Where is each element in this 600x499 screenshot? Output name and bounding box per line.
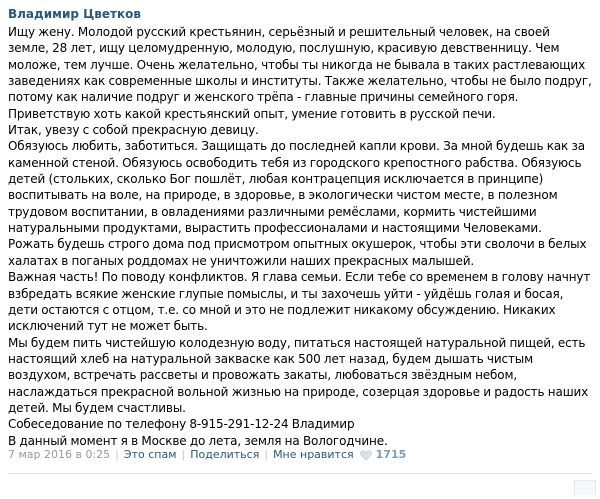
post-paragraph: Обязуюсь любить, заботиться. Защищать до последней капли крови. За мной будешь как за каменной стеной. Обязуюсь освободить тебя из городского крепостного рабства. Обязуюсь детей (стольких, сколько Бог пошлёт, любая контрацепция исключается в принципе) воспитывать на воле, на природе, в здоровье, в экологически чистом месте, в полезном трудовом воспитании, в овладениями различными ремёслами, кормить чистейшими натуральными продуктами, вырастить профессионалами и настоящими Человеками. <box>8 139 585 236</box>
post-contact-line: Собеседование по телефону 8-915-291-12-24 Владимир <box>8 417 355 432</box>
post-footer <box>8 447 406 463</box>
footer-separator: | <box>264 448 269 461</box>
post-divider <box>8 473 592 474</box>
like-count: 1715 <box>375 448 407 461</box>
post-text <box>8 24 592 449</box>
scroll-handle[interactable] <box>574 480 596 495</box>
footer-separator: | <box>115 448 119 461</box>
post-paragraph: Итак, увезу с собой прекрасную девицу. <box>8 123 259 138</box>
post-paragraph: Ищу жену. Молодой русский крестьянин, серьёзный и решительный человек, на своей земле, 28 лет, ищу целомудренную, молодую, послушную, красивую девственницу. Чем моложе, тем лучше. Очень желательно, чтобы ты никогда не бывала в таких растлевающих заведениях как современные школы и институты. Также желательно, чтобы не было подруг, потому как наличие подруг и женского трёпа - главные причины семейного горя. Приветствую хоть какой крестьянский опыт, умение готовить в русской печи. <box>8 25 592 121</box>
post-paragraph: В данный момент я в Москве до лета, земля на Вологодчине. <box>8 433 388 448</box>
heart-icon[interactable] <box>360 450 372 461</box>
post-date-link[interactable]: 7 мар 2016 в 0:25 <box>8 448 111 461</box>
like-link[interactable]: Мне нравится <box>273 448 354 461</box>
post-paragraph: Важная часть! По поводу конфликтов. Я глава семьи. Если тебе со временем в голову начнут взбредать всякие женские глупые помыслы, и ты захочешь уйти - уйдёшь голая и босая, дети остаются с отцом, т.е. со мной и это не подлежит никакому обсуждению. Никаких исключений тут не может быть. <box>8 270 591 334</box>
post-author-link[interactable]: Владимир Цветков <box>8 7 141 21</box>
footer-separator: | <box>181 448 186 461</box>
report-spam-link[interactable]: Это спам <box>123 448 177 461</box>
post-paragraph: Мы будем пить чистейшую колодезную воду, питаться настоящей натуральной пищей, есть настоящий хлеб на натуральной закваске как 500 лет назад, будем дышать чистым воздухом, встречать рассветы и провожать закаты, любоваться звёздным небом, наслаждаться прекрасной вольной жизнью на природе, созерцая здоровье и радость наших детей. Мы будем счастливы. <box>8 335 589 415</box>
post-paragraph: Рожать будешь строго дома под присмотром опытных окушерок, чтобы эти сволочи в белых халатах в поганых роддомах не уничтожили наших прекрасных малышей. <box>8 237 587 268</box>
share-link[interactable]: Поделиться <box>190 448 260 461</box>
